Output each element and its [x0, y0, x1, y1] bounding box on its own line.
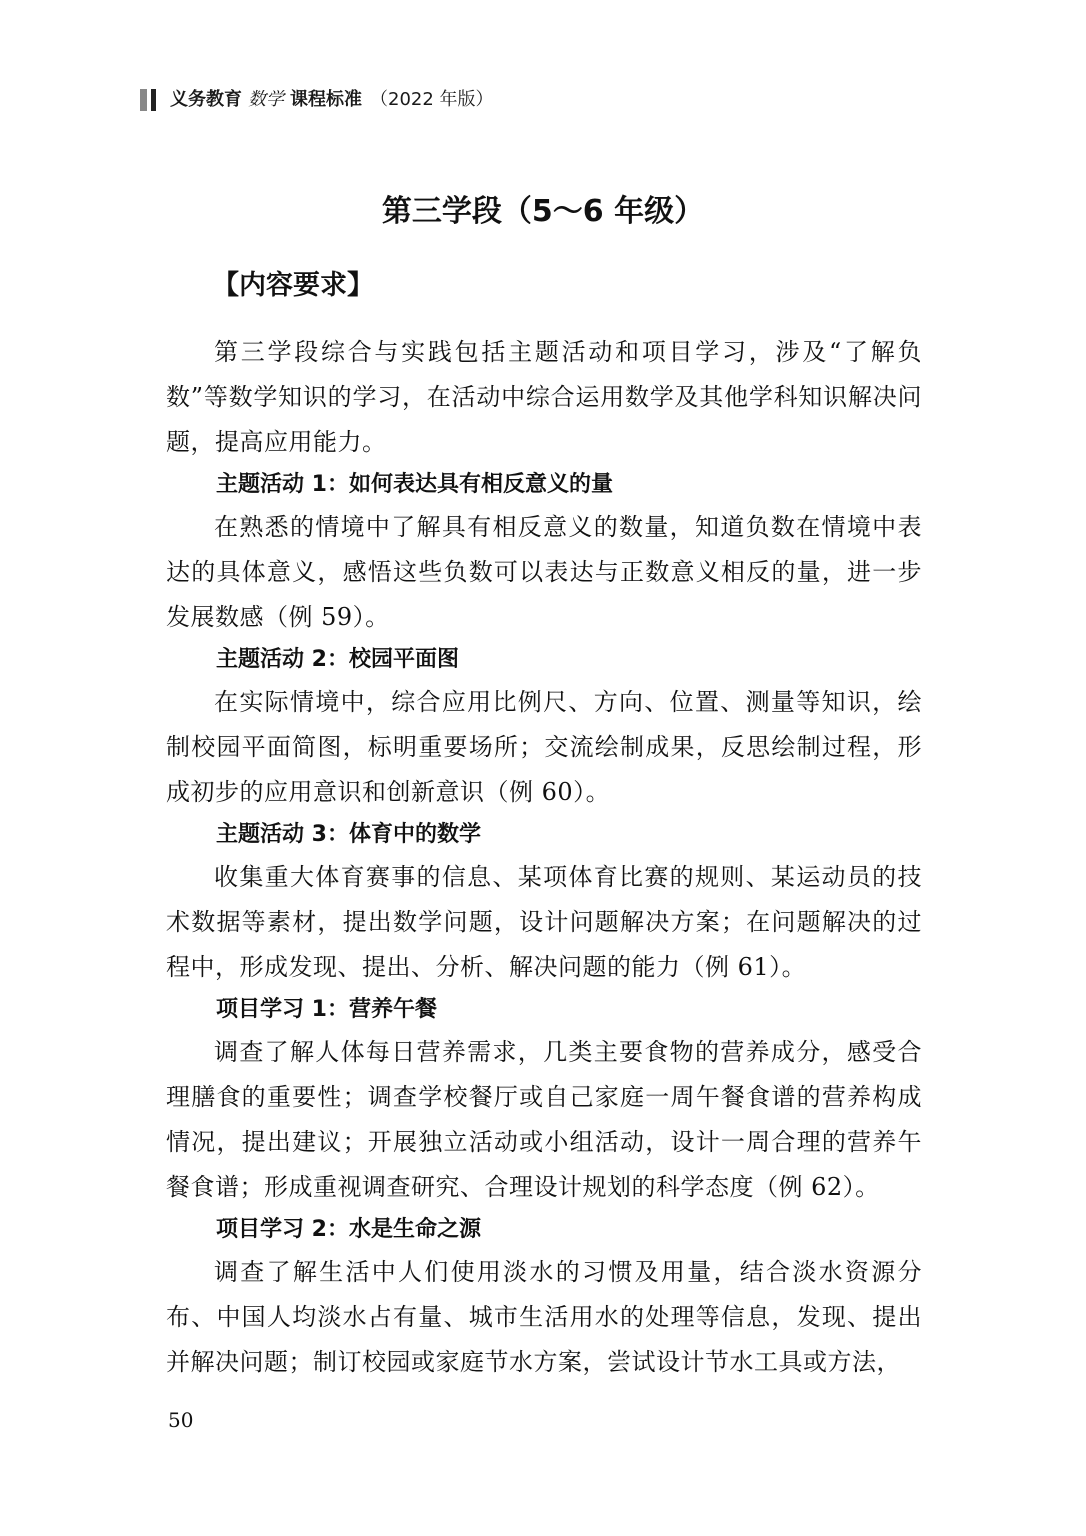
- header-bar-marks: [140, 89, 156, 111]
- subheading-project-2: 项目学习 2：水是生命之源: [216, 1217, 481, 1242]
- subheading-activity-2: 主题活动 2：校园平面图: [216, 647, 459, 672]
- header-title-part3: 课程标准: [290, 89, 362, 110]
- subheading-activity-3: 主题活动 3：体育中的数学: [216, 822, 481, 847]
- paragraph-activity-3: 收集重大体育赛事的信息、某项体育比赛的规则、某运动员的技术数据等素材，提出数学问题，设计问题解决方案；在问题解决的过程中，形成发现、提出、分析、解决问题的能力（例 61）。: [166, 863, 922, 981]
- header-edition: （2022 年版）: [370, 89, 494, 110]
- header-title: [170, 88, 494, 112]
- intro-paragraph: 第三学段综合与实践包括主题活动和项目学习，涉及“了解负数”等数学知识的学习，在活动中综合运用数学及其他学科知识解决问题，提高应用能力。: [166, 338, 922, 456]
- paragraph-activity-1: 在熟悉的情境中了解具有相反意义的数量，知道负数在情境中表达的具体意义，感悟这些负数可以表达与正数意义相反的量，进一步发展数感（例 59）。: [166, 513, 922, 631]
- paragraph-project-2: 调查了解生活中人们使用淡水的习惯及用量，结合淡水资源分布、中国人均淡水占有量、城市生活用水的处理等信息，发现、提出并解决问题；制订校园或家庭节水方案，尝试设计节水工具或方法，: [166, 1258, 922, 1376]
- subheading-activity-1: 主题活动 1：如何表达具有相反意义的量: [216, 472, 613, 497]
- header-title-subject: 数学: [248, 89, 284, 110]
- header-title-part1: 义务教育: [170, 89, 242, 110]
- chapter-title: 第三学段（5～6 年级）: [381, 194, 705, 229]
- paragraph-project-1: 调查了解人体每日营养需求，几类主要食物的营养成分，感受合理膳食的重要性；调查学校餐厅或自己家庭一周午餐食谱的营养构成情况，提出建议；开展独立活动或小组活动，设计一周合理的营养午餐食谱；形成重视调查研究、合理设计规划的科学态度（例 62）。: [166, 1038, 922, 1201]
- section-heading: 【内容要求】: [212, 270, 374, 301]
- body-content: [166, 330, 922, 1385]
- page-number: 50: [168, 1408, 194, 1432]
- header-bar-light: [140, 89, 147, 111]
- subheading-project-1: 项目学习 1：营养午餐: [216, 997, 437, 1022]
- paragraph-activity-2: 在实际情境中，综合应用比例尺、方向、位置、测量等知识，绘制校园平面简图，标明重要场所；交流绘制成果，反思绘制过程，形成初步的应用意识和创新意识（例 60）。: [166, 688, 922, 806]
- running-header: [140, 88, 494, 112]
- header-bar-dark: [151, 89, 156, 111]
